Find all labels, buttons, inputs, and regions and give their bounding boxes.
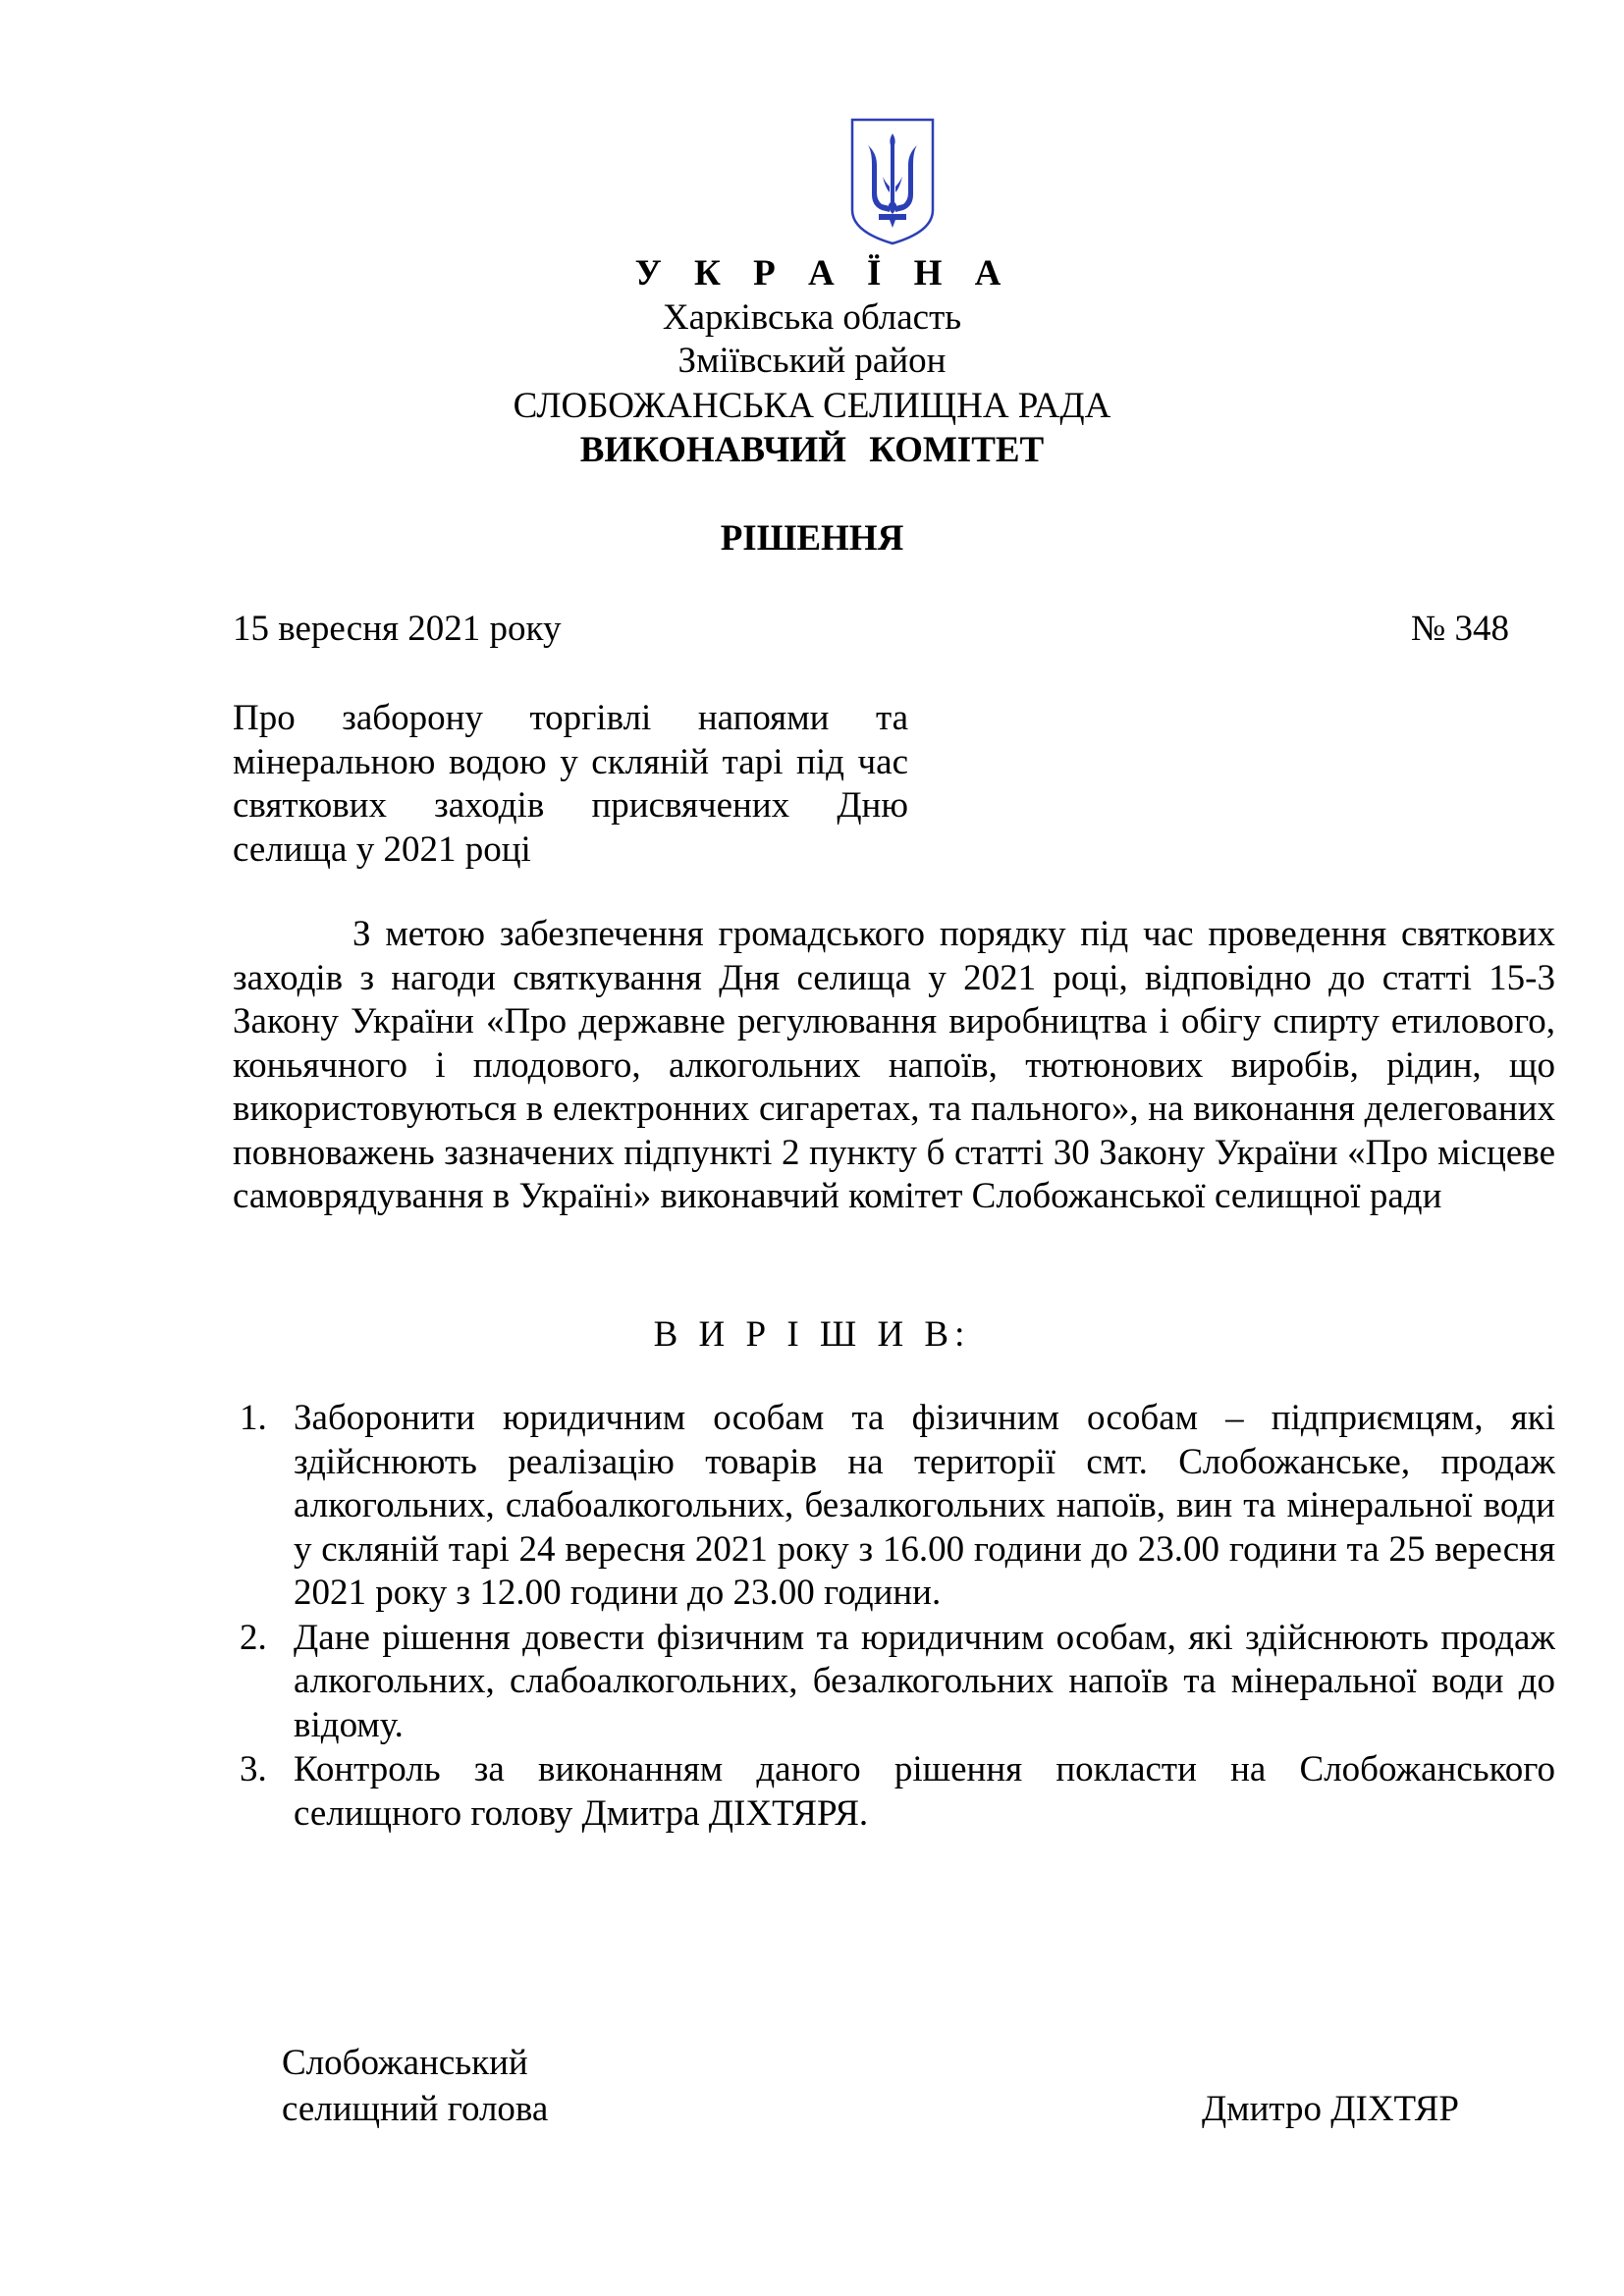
signatory-position-line2: селищний голова (282, 2089, 549, 2129)
resolved-heading: В И Р І Ш И В: (653, 1314, 971, 1355)
signatory-position-line1: Слобожанський (282, 2043, 528, 2083)
council-name: СЛОБОЖАНСЬКА СЕЛИЩНА РАДА (513, 386, 1111, 426)
item-text: Заборонити юридичним особам та фізичним особам – підприємцям, які здійснюють реалізацію товарів на території смт. Слобожанське, продаж алкогольних, слабоалкогольних, безалкогольних напоїв, вин та мінеральної води у скляній тарі 24 вересня 2021 року з 16.00 години до 23.00 години та 25 вересня 2021 року з 12.00 години до 23.00 години. (294, 1398, 1555, 1613)
item-number: 3. (240, 1749, 267, 1789)
district-name: Зміївський район (677, 341, 947, 381)
decision-item (233, 1397, 1555, 1616)
decision-item (233, 1748, 1555, 1836)
decision-items-list (233, 1397, 1555, 1837)
country-name: У К Р А Ї Н А (634, 253, 1013, 294)
region-name: Харківська область (662, 297, 962, 338)
item-number: 1. (240, 1398, 267, 1438)
document-title: РІШЕННЯ (720, 518, 904, 559)
document-subject: Про заборону торгівлі напоями та мінеральною водою у скляній тарі під час святкових заходів присвячених Дню селища у 2021 році (233, 698, 908, 870)
preamble-paragraph: З метою забезпечення громадського порядку під час проведення святкових заходів з нагоди святкування Дня селища у 2021 році, відповідно до статті 15-3 Закону України «Про державне регулювання виробництва і обігу спирту етилового, коньячного і плодового, алкогольних напоїв, тютюнових виробів, рідин, що використовуються в електронних сигаретах, та пального», на виконання делегованих повноважень зазначених підпункті 2 пункту б статті 30 Закону України «Про місцеве самоврядування в Україні» виконавчий комітет Слобожанської селищної ради (233, 914, 1555, 1216)
committee-name: ВИКОНАВЧИЙ КОМІТЕТ (579, 430, 1045, 470)
document-date: 15 вересня 2021 року (233, 609, 562, 649)
signatory-name: Дмитро ДІХТЯР (1201, 2089, 1459, 2129)
item-number: 2. (240, 1617, 267, 1658)
item-text: Контроль за виконанням даного рішення покласти на Слобожанського селищного голову Дмитра ДІХТЯРЯ. (294, 1749, 1555, 1834)
document-number: № 348 (1410, 609, 1509, 649)
decision-item (233, 1617, 1555, 1748)
trident-coat-of-arms-icon (846, 116, 939, 247)
item-text: Дане рішення довести фізичним та юридичним особам, які здійснюють продаж алкогольних, слабоалкогольних, безалкогольних напоїв та мінеральної води до відому. (294, 1617, 1555, 1745)
